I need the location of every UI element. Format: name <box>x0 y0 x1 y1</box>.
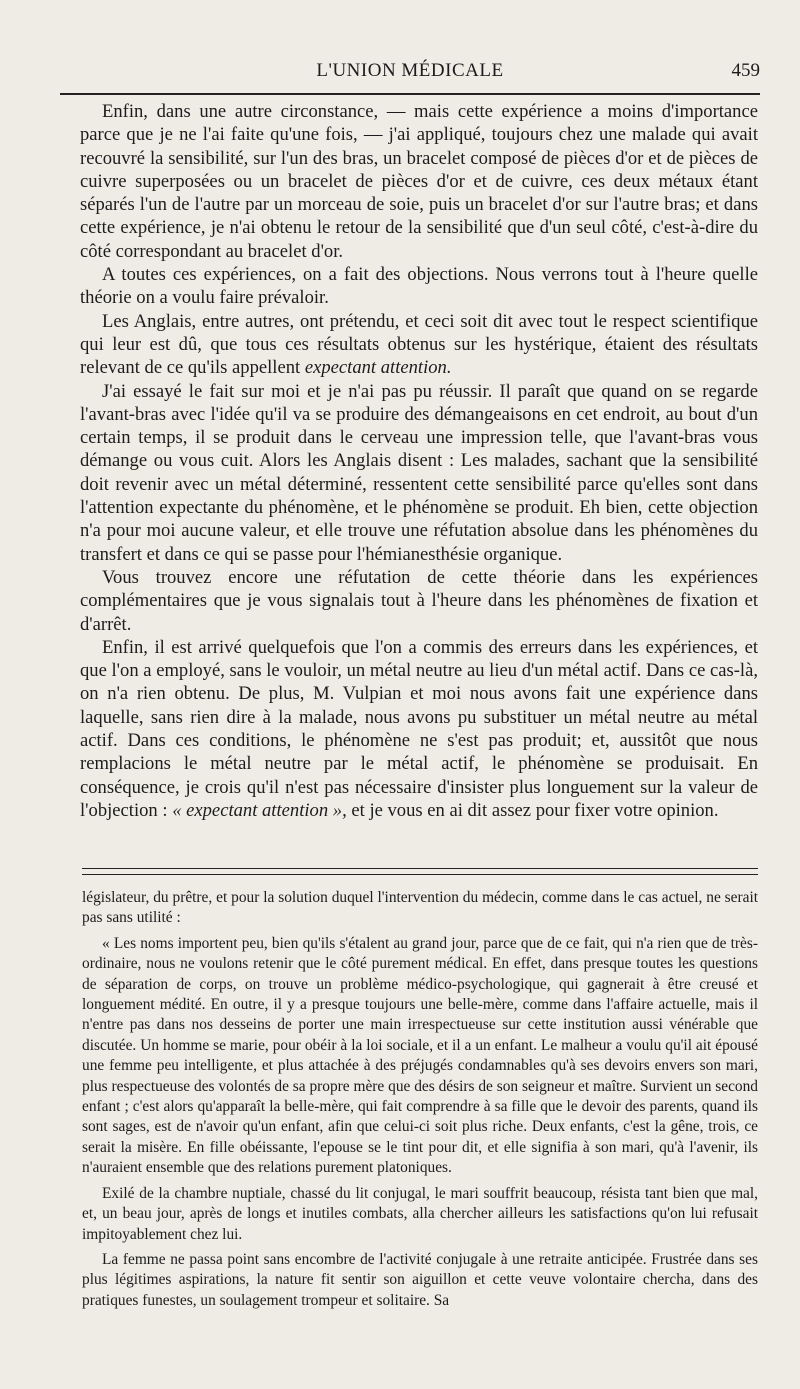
page-number: 459 <box>731 60 760 81</box>
anglais-intro-text: Les Anglais, entre autres, ont prétendu, et ceci soit dit avec tout le respect scientifique qui leur est dû, que tous ces résultats obtenus sur les hystérique, étaient des résultats relevant de ce qu'ils appellent <box>80 310 758 379</box>
main-text-block <box>80 100 758 822</box>
paragraph-essai: J'ai essayé le fait sur moi et je n'ai pas pu réussir. Il paraît que quand on se regarde l'avant-bras avec l'idée qu'il va se produire des démangeaisons en cet endroit, au bout d'un certain temps, il se produit dans le cerveau une impression telle, que l'avant-bras vous démange ou vous cuit. Alors les Anglais disent : Les malades, sachant que la sensibilité doit revenir avec un métal déterminé, ressentent cette sensibilité parce qu'elles sont dans l'attention expectante du phénomène, et le phénomène se produit. Eh bien, cette objection n'a pour moi aucune valeur, et elle trouve une réfutation absolue dans les phénomènes du transfert et dans ce qui se passe pour l'hémianesthésie organique. <box>80 380 758 565</box>
running-title: L'UNION MÉDICALE <box>316 60 504 81</box>
footnote-paragraph-exile: Exilé de la chambre nuptiale, chassé du lit conjugal, le mari souffrit beaucoup, résista tant bien que mal, et, un beau jour, après de longs et inutiles combats, alla chercher ailleurs les satisfactions qu'on lui refusait impitoyablement chez lui. <box>82 1184 758 1243</box>
erreurs-text: Enfin, il est arrivé quelquefois que l'on a commis des erreurs dans les expériences, et que l'on a employé, sans le vouloir, un métal neutre au lieu d'un métal actif. Dans ce cas-là, on n'a rien obtenu. De plus, M. Vulpian et moi nous avons fait une expérience dans laquelle, sans rien dire à la malade, nous avons pu substituer un métal neutre au métal actif. Dans ces conditions, le phénomène ne s'est pas produit; et, aussitôt que nous remplacions le métal neutre par le métal actif, le phénomène se produisait. En conséquence, je crois qu'il n'est pas nécessaire d'insister plus longuement sur la valeur de l'objection : <box>80 636 758 821</box>
footnote-paragraph-femme: La femme ne passa point sans encombre de l'activité conjugale à une retraite anticipée. Frustrée dans ses plus légitimes aspirations, la nature fit sentir son aiguillon et cette veuve volontaire chercha, dans des pratiques funestes, un soulagement trompeur et solitaire. Sa <box>82 1250 758 1309</box>
footnote-block <box>82 888 758 1316</box>
paragraph-bracelet: Enfin, dans une autre circonstance, — mais cette expérience a moins d'importance parce que je ne l'ai faite qu'une fois, — j'ai appliqué, toujours chez une malade qui avait recouvré la sensibilité, sur l'un des bras, un bracelet composé de pièces d'or et de pièces de cuivre superposées ou un bracelet de pièces d'or et de cuivre, ces deux métaux étant séparés l'un de l'autre par un morceau de soie, puis un bracelet d'or sur l'autre bras; et dans cette expérience, je n'ai obtenu le retour de la sensibilité que d'un seul côté, c'est-à-dire du côté correspondant au bracelet d'or. <box>80 101 758 262</box>
paragraph-erreurs <box>80 636 758 822</box>
footnote-paragraph-noms: « Les noms importent peu, bien qu'ils s'étalent au grand jour, parce que de ce fait, qui n'a rien que de très-ordinaire, nous ne voulons retenir que le côté purement médical. En effet, dans presque toutes les questions de séparation de corps, on trouve un problème médico-psychologique, qui gagnerait à être creusé et longuement médité. En outre, il y a presque toujours une belle-mère, comme dans l'affaire actuelle, mais il n'entre pas dans nos desseins de porter une main irrespectueuse sur cette institution aussi vénérable que discutée. Un homme se marie, pour obéir à la loi sociale, et il a un enfant. Le malheur a voulu qu'il ait épousé une femme peu intelligente, et plus attachée à des préjugés condamnables qu'à ses devoirs envers son mari, plus respectueuse des volontés de sa propre mère que des désirs de son seigneur et maître. Survient un second enfant ; c'est alors qu'apparaît la belle-mère, qui fait comprendre à sa fille que le devoir des parents, quand ils sont sages, est de n'avoir qu'un enfant, afin que celui-ci soit plus riche. Deux enfants, c'est la gêne, trois, ce serait la misère. En fille obéissante, l'epouse se le tint pour dit, et elle signifia à son mari, qu'à l'avenir, ils n'auraient ensemble que des relations purement platoniques. <box>82 934 758 1177</box>
paragraph-refutation: Vous trouvez encore une réfutation de cette théorie dans les expériences complémentaires que je vous signalais tout à l'heure dans les phénomènes de fixation et d'arrêt. <box>80 566 758 635</box>
footnote-separator <box>82 868 758 875</box>
page-header <box>60 52 760 86</box>
header-rule <box>60 93 760 95</box>
paragraph-anglais <box>80 310 758 380</box>
erreurs-tail: et je vous en ai dit assez pour fixer votre opinion. <box>351 799 719 821</box>
expectant-attention-term: expectant attention. <box>304 357 452 379</box>
paragraph-objections: A toutes ces expériences, on a fait des objections. Nous verrons tout à l'heure quelle théorie on a voulu faire prévaloir. <box>80 264 758 309</box>
expectant-attention-quote: « expectant attention », <box>172 799 347 821</box>
footnote-paragraph-legislateur: législateur, du prêtre, et pour la solution duquel l'intervention du médecin, comme dans le cas actuel, ne serait pas sans utilité : <box>82 889 758 927</box>
